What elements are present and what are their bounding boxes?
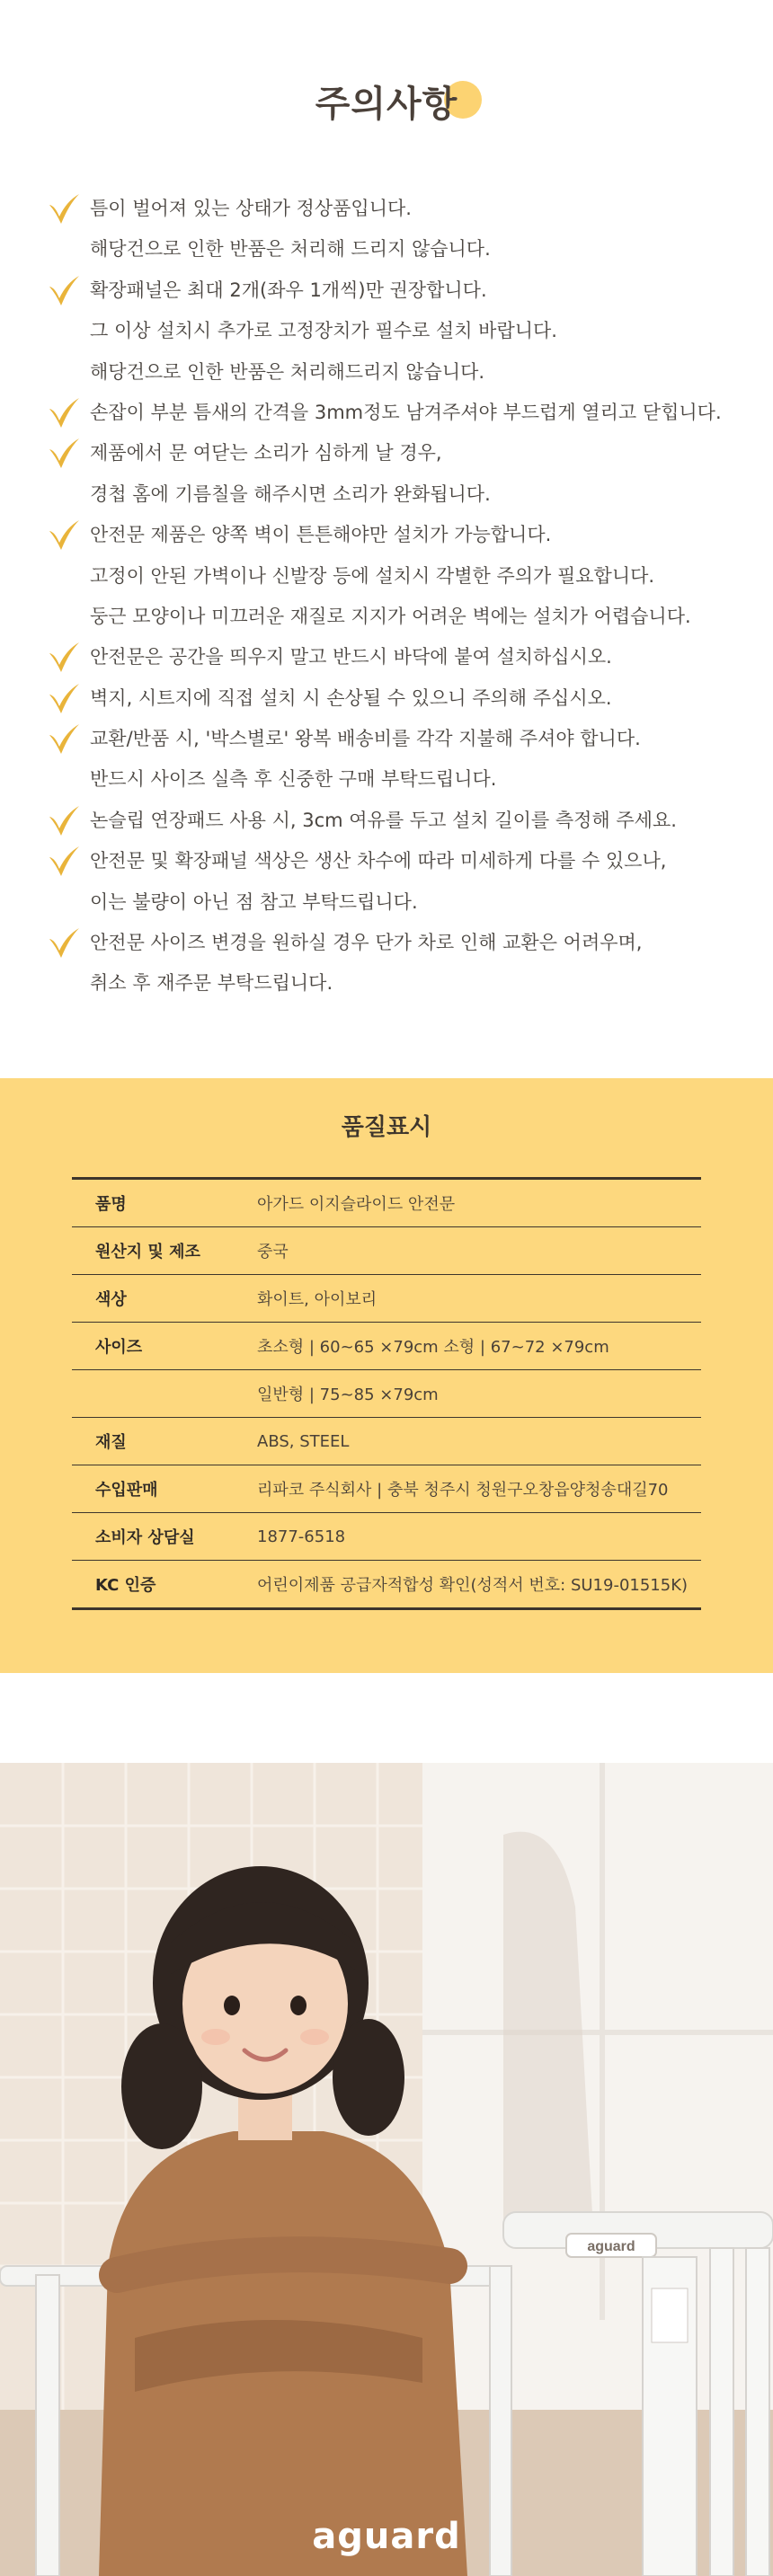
row-label: 색상 bbox=[95, 1290, 127, 1309]
caution-line bbox=[47, 923, 766, 963]
table-row bbox=[72, 1561, 701, 1607]
check-icon bbox=[47, 845, 81, 879]
caution-line bbox=[47, 719, 766, 759]
caution-line bbox=[47, 515, 766, 555]
cautions-section bbox=[0, 0, 773, 1078]
row-label: 재질 bbox=[95, 1433, 127, 1452]
caution-text: 취소 후 재주문 부탁드립니다. bbox=[90, 972, 333, 995]
quality-section bbox=[0, 1078, 773, 1673]
check-icon bbox=[47, 396, 81, 430]
table-row bbox=[72, 1418, 701, 1465]
check-icon bbox=[47, 804, 81, 838]
caution-text: 안전문 및 확장패널 색상은 생산 차수에 따라 미세하게 다를 수 있으나, bbox=[90, 850, 667, 872]
check-icon bbox=[47, 682, 81, 716]
caution-line bbox=[47, 433, 766, 474]
row-value: 아가드 이지슬라이드 안전문 bbox=[257, 1195, 456, 1214]
caution-line bbox=[47, 556, 766, 597]
caution-line bbox=[47, 759, 766, 800]
caution-line bbox=[47, 841, 766, 881]
caution-line bbox=[47, 597, 766, 637]
svg-text:aguard: aguard bbox=[587, 2239, 635, 2254]
cautions-title: 주의사항 bbox=[315, 84, 458, 125]
table-row bbox=[72, 1227, 701, 1275]
caution-text: 논슬립 연장패드 사용 시, 3cm 여유를 두고 설치 길이를 측정해 주세요. bbox=[90, 809, 677, 831]
table-row bbox=[72, 1370, 701, 1418]
check-icon bbox=[47, 274, 81, 308]
caution-line bbox=[47, 678, 766, 719]
aguard-logo: aguard bbox=[312, 2516, 461, 2557]
caution-text: 손잡이 부분 틈새의 간격을 3mm정도 남겨주셔야 부드럽게 열리고 닫힙니다. bbox=[90, 401, 722, 423]
caution-text: 틈이 벌어져 있는 상태가 정상품입니다. bbox=[90, 198, 412, 219]
product-photo bbox=[0, 1763, 773, 2576]
caution-line bbox=[47, 882, 766, 923]
caution-text: 경첩 홈에 기름칠을 해주시면 소리가 완화됩니다. bbox=[90, 482, 491, 505]
check-icon bbox=[47, 518, 81, 553]
quality-title: 품질표시 bbox=[341, 1114, 432, 1141]
caution-line bbox=[47, 270, 766, 311]
row-value: 어린이제품 공급자적합성 확인(성적서 번호: SU19-01515K) bbox=[257, 1576, 689, 1595]
caution-text: 안전문은 공간을 띄우지 말고 반드시 바닥에 붙여 설치하십시오. bbox=[90, 646, 612, 668]
caution-text: 그 이상 설치시 추가로 고정장치가 필수로 설치 바랍니다. bbox=[90, 320, 557, 342]
row-value: ABS, STEEL bbox=[257, 1431, 350, 1451]
table-row bbox=[72, 1275, 701, 1323]
caution-line bbox=[47, 229, 766, 270]
check-icon bbox=[47, 722, 81, 757]
caution-line bbox=[47, 801, 766, 841]
row-value: 일반형 | 75~85 ×79cm bbox=[257, 1385, 439, 1404]
row-label: 사이즈 bbox=[95, 1338, 143, 1357]
caution-line bbox=[47, 189, 766, 229]
caution-text: 둥근 모양이나 미끄러운 재질로 지지가 어려운 벽에는 설치가 어렵습니다. bbox=[90, 605, 691, 627]
row-label: KC 인증 bbox=[95, 1576, 156, 1595]
caution-text: 제품에서 문 여닫는 소리가 심하게 날 경우, bbox=[90, 442, 442, 465]
row-label: 원산지 및 제조 bbox=[95, 1243, 200, 1261]
caution-text: 벽지, 시트지에 직접 설치 시 손상될 수 있으니 주의해 주십시오. bbox=[90, 686, 612, 709]
caution-text: 확장패널은 최대 2개(좌우 1개씩)만 권장합니다. bbox=[90, 279, 487, 301]
caution-text: 해당건으로 인한 반품은 처리해드리지 않습니다. bbox=[90, 360, 485, 383]
child-with-gate-illustration bbox=[0, 1763, 773, 2576]
caution-text: 이는 불량이 아닌 점 참고 부탁드립니다. bbox=[90, 890, 418, 913]
check-icon bbox=[47, 926, 81, 960]
table-row bbox=[72, 1513, 701, 1561]
caution-text: 반드시 사이즈 실측 후 신중한 구매 부탁드립니다. bbox=[90, 768, 497, 791]
caution-line bbox=[47, 637, 766, 677]
caution-text: 해당건으로 인한 반품은 처리해 드리지 않습니다. bbox=[90, 238, 491, 261]
caution-text: 교환/반품 시, '박스별로' 왕복 배송비를 각각 지불해 주셔야 합니다. bbox=[90, 728, 641, 750]
caution-line bbox=[47, 311, 766, 351]
caution-line bbox=[47, 352, 766, 393]
row-value: 화이트, 아이보리 bbox=[257, 1290, 378, 1309]
row-value: 1877-6518 bbox=[257, 1527, 346, 1546]
table-row bbox=[72, 1465, 701, 1513]
check-icon bbox=[47, 641, 81, 675]
caution-text: 안전문 제품은 양쪽 벽이 튼튼해야만 설치가 가능합니다. bbox=[90, 524, 552, 546]
row-label: 수입판매 bbox=[95, 1481, 158, 1500]
caution-line bbox=[47, 474, 766, 515]
row-value: 초소형 | 60~65 ×79cm 소형 | 67~72 ×79cm bbox=[257, 1338, 609, 1357]
row-label: 품명 bbox=[95, 1195, 127, 1214]
caution-line bbox=[47, 963, 766, 1004]
table-row bbox=[72, 1180, 701, 1227]
row-value: 중국 bbox=[257, 1243, 289, 1261]
check-icon bbox=[47, 192, 81, 226]
caution-list bbox=[47, 189, 766, 1005]
caution-text: 안전문 사이즈 변경을 원하실 경우 단가 차로 인해 교환은 어려우며, bbox=[90, 932, 643, 954]
check-icon bbox=[47, 437, 81, 471]
quality-table bbox=[72, 1177, 701, 1610]
row-label: 소비자 상담실 bbox=[95, 1528, 195, 1547]
table-row bbox=[72, 1323, 701, 1370]
row-value: 리파코 주식회사 | 충북 청주시 청원구오창읍양청송대길70 bbox=[257, 1481, 669, 1500]
caution-line bbox=[47, 393, 766, 433]
caution-text: 고정이 안된 가벽이나 신발장 등에 설치시 각별한 주의가 필요합니다. bbox=[90, 564, 655, 587]
